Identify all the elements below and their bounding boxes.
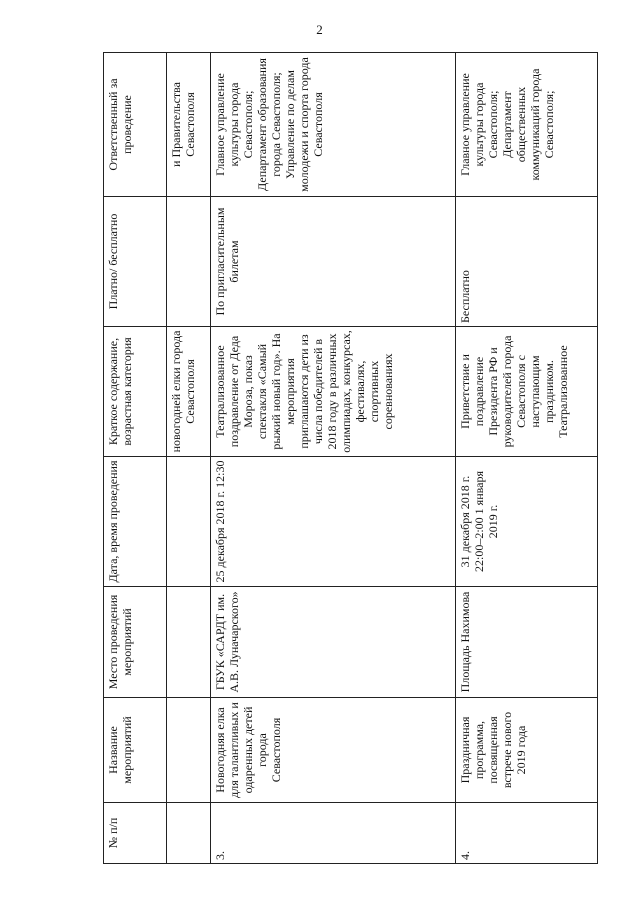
row-date: 25 декабря 2018 г. 12:30 (211, 457, 456, 587)
events-table (103, 52, 598, 864)
header-responsible: Ответственный за проведение (104, 53, 167, 197)
row-responsible: Главное управление культуры города Севастополя; Департамент общественных коммуникаций города Севастополя; (456, 53, 598, 197)
row-num: 3. (211, 803, 456, 864)
continuation-row (167, 53, 211, 864)
continuation-num (167, 803, 211, 864)
continuation-date (167, 457, 211, 587)
table-row (211, 53, 456, 864)
header-place: Место проведения мероприятий (104, 587, 167, 698)
page-number: 2 (316, 22, 323, 37)
continuation-name (167, 698, 211, 803)
header-row (104, 53, 167, 864)
header-payment: Платно/ бесплатно (104, 197, 167, 327)
events-table-wrapper (103, 53, 597, 864)
header-date: Дата, время проведения (104, 457, 167, 587)
row-place: ГБУК «САРДТ им. А.В. Луначарского» (211, 587, 456, 698)
header-name: Название мероприятий (104, 698, 167, 803)
continuation-content: новогодней елки города Севастополя (167, 327, 211, 457)
header-content: Краткое содержание, возрастная категория (104, 327, 167, 457)
row-payment: По пригласительным билетам (211, 197, 456, 327)
continuation-responsible: и Правительства Севастополя (167, 53, 211, 197)
row-payment: Бесплатно (456, 197, 598, 327)
row-responsible: Главное управление культуры города Севастополя; Департамент образования города Севастополя; Управление по делам молодежи и спорта города Севастополя (211, 53, 456, 197)
row-place: Площадь Нахимова (456, 587, 598, 698)
header-num: № п/п (104, 803, 167, 864)
continuation-payment (167, 197, 211, 327)
row-content: Театрализованное поздравление от Деда Мороза, показ спектакля «Самый рыжий новый год». На мероприятия приглашаются дети из числа победителей в 2018 году в различных олимпиадах, конкурсах, фестивалях, спортивных соревнованиях (211, 327, 456, 457)
row-name: Новогодняя елка для талантливых и одаренных детей города Севастополя (211, 698, 456, 803)
table-row (456, 53, 598, 864)
row-num: 4. (456, 803, 598, 864)
continuation-place (167, 587, 211, 698)
row-date: 31 декабря 2018 г. 22:00–2:00 1 января 2019 г. (456, 457, 598, 587)
events-table-rotated (103, 53, 597, 864)
row-content: Приветствие и поздравление Президента РФ и руководителей города Севастополя с наступающим праздником. Театрализованное (456, 327, 598, 457)
row-name: Праздничная программа, посвященная встрече нового 2019 года (456, 698, 598, 803)
